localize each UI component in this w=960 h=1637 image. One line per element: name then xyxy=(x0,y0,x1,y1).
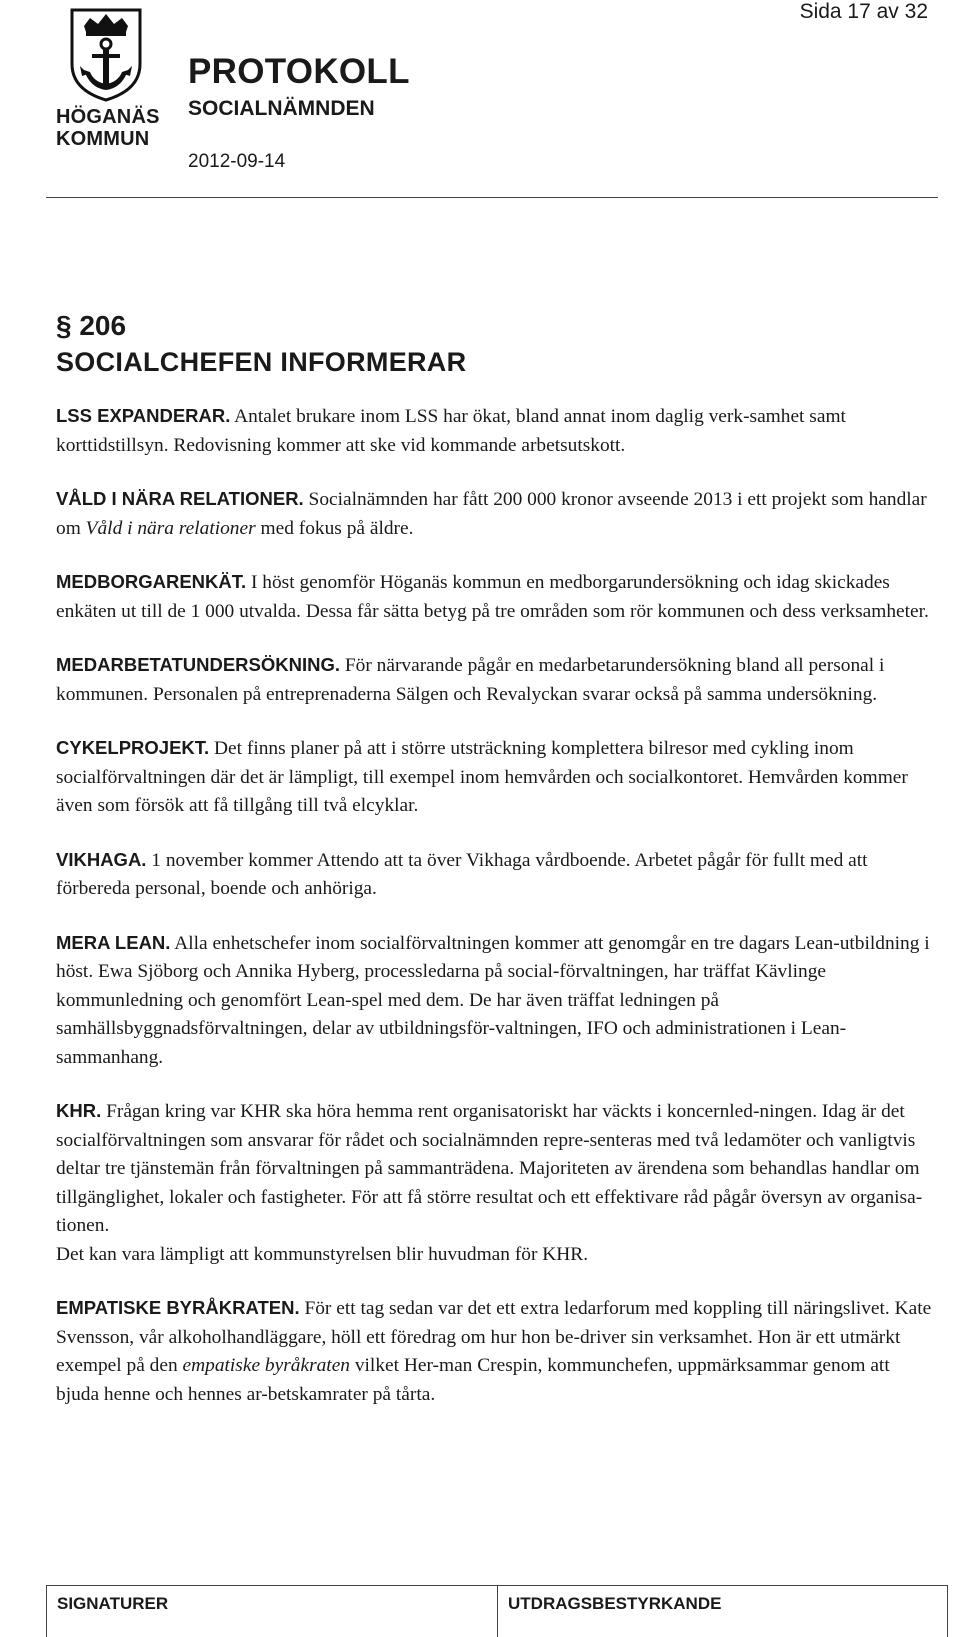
header-divider xyxy=(46,197,938,198)
paragraph-text: med fokus på äldre. xyxy=(255,517,414,539)
paragraph-cykelprojekt xyxy=(56,734,936,821)
municipality-logo xyxy=(56,6,166,150)
footer-table xyxy=(46,1585,948,1637)
paragraph-khr xyxy=(56,1097,936,1241)
paragraph-empatiske-byrakraten xyxy=(56,1294,936,1409)
paragraph-label: CYKELPROJEKT. xyxy=(56,737,210,758)
paragraph-lss xyxy=(56,402,936,460)
paragraph-vald xyxy=(56,485,936,543)
paragraph-text: Alla enhetschefer inom socialförvaltningen kommer att genomgår en tre dagars Lean-utbildning i höst. Ewa Sjöborg och Annika Hyberg, processledarna på social-förvaltningen, har träffat Kävlinge kommunledning och genomfört Lean-spel med dem. De har även träffat ledningen på samhällsbyggnadsförvaltningen, delar av utbildningsför-valtningen, IFO och administrationen i Lean-sammanhang. xyxy=(56,932,930,1068)
paragraph-text: Frågan kring var KHR ska höra hemma rent organisatoriskt har väckts i koncernled-ningen. Idag är det socialförvaltningen som ansvarar för rådet och socialnämnden repre-senteras med två ledamöter och vanligtvis deltar tre tjänstemän från förvaltningen på sammanträdena. Majoriteten av ärendena som behandlas handlar om tillgänglighet, lokaler och fastigheter. För att få större resultat och ett effektivare råd pågår översyn av organisa-tionen. xyxy=(56,1101,923,1236)
paragraph-text: I höst genomför Höganäs kommun en medborgarundersökning och idag skickades enkäten ut till de 1 000 utvalda. Dessa får sätta betyg på tre områden som rör kommunen och dess verksamheter. xyxy=(56,572,929,622)
minutes-body xyxy=(56,402,936,1434)
paragraph-mera-lean xyxy=(56,929,936,1073)
section-number: § 206 xyxy=(56,310,127,341)
logo-text-line1: HÖGANÄS xyxy=(56,106,160,128)
paragraph-medarbetarundersokning xyxy=(56,651,936,709)
paragraph-emphasis: empatiske byråkraten xyxy=(182,1355,350,1376)
paragraph-label: EMPATISKE BYRÅKRATEN. xyxy=(56,1297,300,1318)
paragraph-text: vilket Her-man Crespin, kommunchefen, uppmärksammar genom att bjuda henne och hennes ar-betskamrater på tårta. xyxy=(56,1355,890,1405)
paragraph-text: Socialnämnden har fått 200 000 kronor avseende 2013 i ett projekt som handlar om xyxy=(56,489,927,539)
paragraph-vikhaga xyxy=(56,846,936,904)
paragraph-label: VIKHAGA. xyxy=(56,848,147,870)
section-title: SOCIALCHEFEN INFORMERAR xyxy=(56,347,467,377)
paragraph-label: KHR. xyxy=(56,1100,102,1121)
paragraph-medborgarenkat xyxy=(56,568,936,626)
committee-name: SOCIALNÄMNDEN xyxy=(188,97,375,120)
certification-cell: UTDRAGSBESTYRKANDE xyxy=(497,1586,947,1637)
anchor-crown-shield-icon xyxy=(68,6,144,102)
document-title: PROTOKOLL xyxy=(188,52,410,91)
paragraph-label: LSS EXPANDERAR. xyxy=(56,405,231,426)
paragraph-text: 1 november kommer Attendo att ta över Vikhaga vårdboende. Arbetet pågår för fullt med att förbereda personal, boende och anhöriga. xyxy=(56,849,868,899)
paragraph-text: För ett tag sedan var det ett extra ledarforum med koppling till näringslivet. Kate Svensson, vår alkoholhandläggare, höll ett föredrag om hur hon be-driver sin verksamhet. Hon är ett utmärkt exempel på den xyxy=(56,1298,932,1376)
paragraph-text: För närvarande pågår en medarbetarundersökning bland all personal i kommunen. Personalen på entreprenaderna Sälgen och Revalyckan svarar också på samma undersökning. xyxy=(56,655,885,705)
page-number: Sida 17 av 32 xyxy=(799,0,928,23)
paragraph-label: MEDARBETATUNDERSÖKNING. xyxy=(56,654,341,675)
paragraph-emphasis: Våld i nära relationer xyxy=(85,517,256,539)
paragraph-label: MEDBORGARENKÄT. xyxy=(56,571,247,592)
paragraph-label: MERA LEAN. xyxy=(56,931,171,953)
paragraph-label: VÅLD I NÄRA RELATIONER. xyxy=(56,488,304,509)
signatures-cell: SIGNATURER xyxy=(57,1594,169,1613)
paragraph-text: Det finns planer på att i större utsträckning komplettera bilresor med cykling inom socialförvaltningen där det är lämpligt, till exempel inom hemvården och socialkontoret. Hemvården kommer även som försök att få tillgång till två elcyklar. xyxy=(56,738,908,816)
paragraph-khr-extra: Det kan vara lämpligt att kommunstyrelsen blir huvudman för KHR. xyxy=(56,1243,589,1265)
logo-text-line2: KOMMUN xyxy=(56,128,150,150)
paragraph-text: Antalet brukare inom LSS har ökat, bland annat inom daglig verk-samhet samt korttidstillsyn. Redovisning kommer att ske vid kommande arbetsutskott. xyxy=(56,406,846,456)
meeting-date: 2012-09-14 xyxy=(188,151,286,172)
